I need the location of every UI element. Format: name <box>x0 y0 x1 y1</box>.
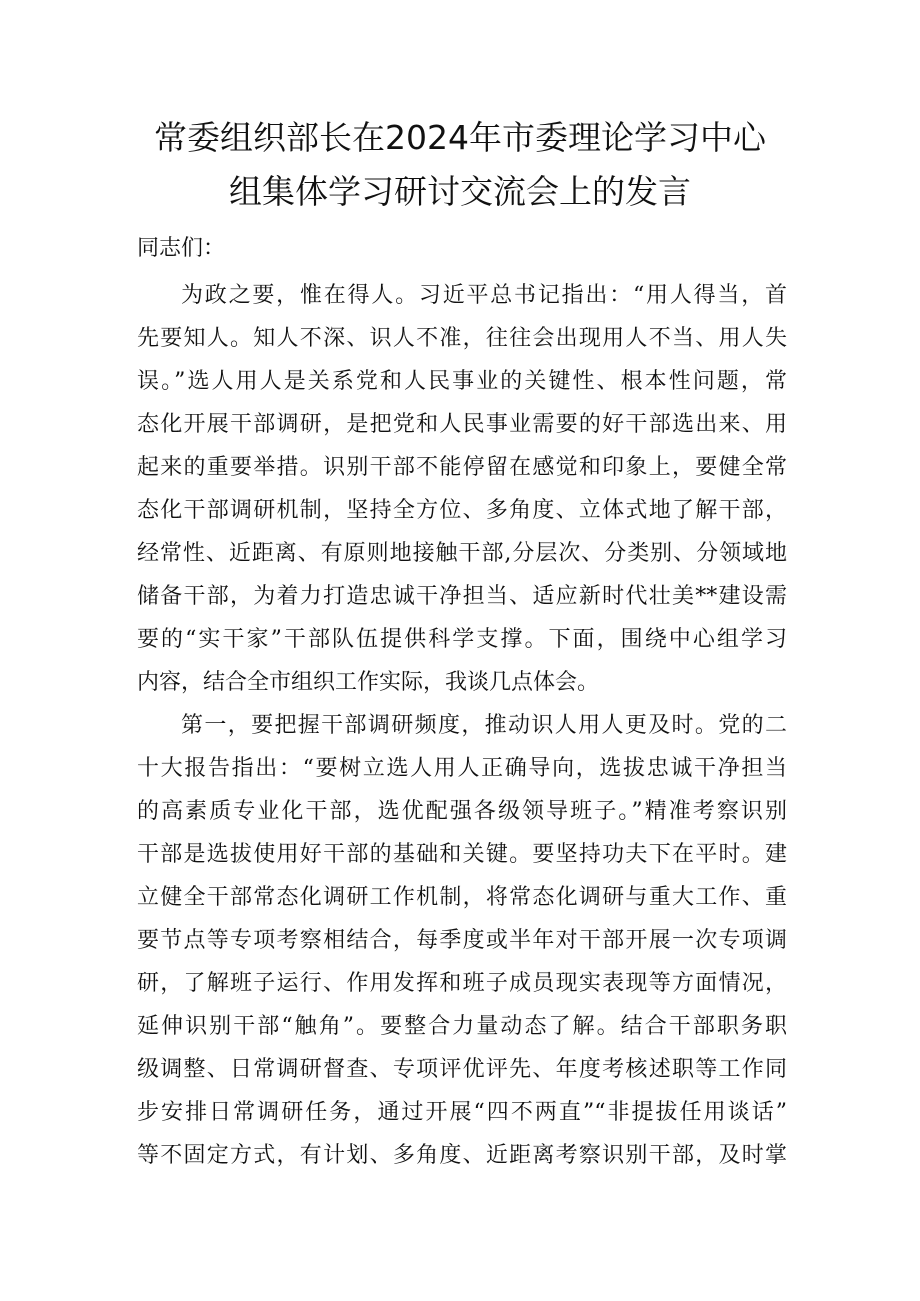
paragraph-2-line: 的高素质专业化干部，选优配强各级领导班子。”精准考察识别 <box>137 799 787 824</box>
paragraph-2-line: 十大报告指出：“要树立选人用人正确导向，选拔忠诚干净担当 <box>137 756 787 781</box>
paragraph-1-line: 为政之要，惟在得人。习近平总书记指出：“用人得当，首 <box>181 283 787 308</box>
paragraph-2-line: 第一，要把握干部调研频度，推动识人用人更及时。党的二 <box>181 713 787 738</box>
document-title-line-2: 组集体学习研讨交流会上的发言 <box>229 172 691 211</box>
paragraph-2-line: 级调整、日常调研督查、专项评优评先、年度考核述职等工作同 <box>137 1057 787 1082</box>
paragraph-1-line: 内容，结合全市组织工作实际，我谈几点体会。 <box>137 670 600 695</box>
paragraph-2-line: 要节点等专项考察相结合，每季度或半年对干部开展一次专项调 <box>137 928 787 953</box>
paragraph-2-line: 延伸识别干部“触角”。要整合力量动态了解。结合干部职务职 <box>137 1014 787 1039</box>
paragraph-1-line: 要的“实干家”干部队伍提供科学支撑。下面，围绕中心组学习 <box>137 627 787 652</box>
paragraph-1-line: 态化干部调研机制，坚持全方位、多角度、立体式地了解干部， <box>137 498 787 523</box>
paragraph-2-line: 立健全干部常态化调研工作机制，将常态化调研与重大工作、重 <box>137 885 787 910</box>
paragraph-2-line: 干部是选拔使用好干部的基础和关键。要坚持功夫下在平时。建 <box>137 842 787 867</box>
paragraph-1-line: 经常性、近距离、有原则地接触干部,分层次、分类别、分领域地 <box>137 541 787 566</box>
paragraph-1-line: 误。”选人用人是关系党和人民事业的关键性、根本性问题，常 <box>137 369 787 394</box>
salutation: 同志们： <box>137 236 226 261</box>
paragraph-2-line: 步安排日常调研任务，通过开展“四不两直”“非提拔任用谈话” <box>137 1100 787 1125</box>
document-title-line-1: 常委组织部长在2024年市委理论学习中心 <box>154 118 766 157</box>
paragraph-1-line: 态化开展干部调研，是把党和人民事业需要的好干部选出来、用 <box>137 412 787 437</box>
paragraph-2-line: 等不固定方式，有计划、多角度、近距离考察识别干部，及时掌 <box>137 1143 787 1168</box>
paragraph-1-line: 储备干部，为着力打造忠诚干净担当、适应新时代壮美**建设需 <box>137 584 787 609</box>
paragraph-2-line: 研，了解班子运行、作用发挥和班子成员现实表现等方面情况， <box>137 971 787 996</box>
paragraph-1-line: 先要知人。知人不深、识人不准，往往会出现用人不当、用人失 <box>137 326 787 351</box>
paragraph-1-line: 起来的重要举措。识别干部不能停留在感觉和印象上，要健全常 <box>137 455 787 480</box>
